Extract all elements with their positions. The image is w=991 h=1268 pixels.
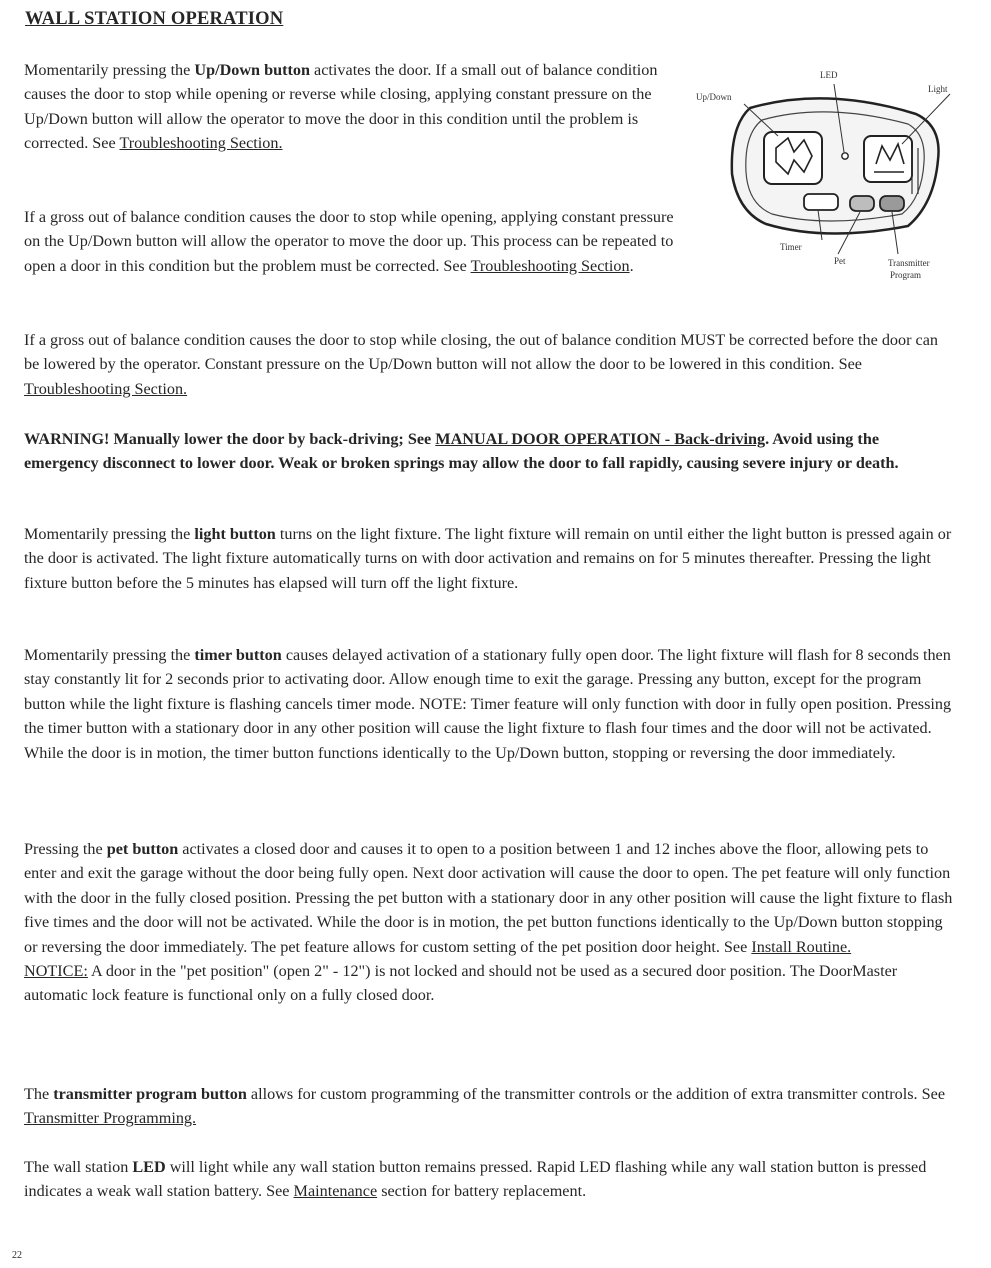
text: If a gross out of balance condition causes the door to stop while closing, the out of balance condition MUST be corrected before the door can be lowered by the operator. Constant pressure on the Up/Down button will not allow the door to be lowered in this condition. See: [24, 331, 939, 374]
text: .: [629, 256, 634, 275]
text: causes delayed activation of a stationary fully open door. The light fixture will flash for 8 seconds then stay constantly lit for 2 seconds prior to activating door. Allow enough time to exit the garage. Pressing any button, except for the program button while the light fixture is flashing cancels timer mode. NOTE: Timer feature will only function with door in fully open position. Pressing the timer button with a stationary door in any other position will cause the light fixture to flash four times and the door will not be activated. While the door is in motion, the timer button functions identically to the Up/Down button, stopping or reversing the door immediately.: [24, 646, 952, 762]
warning-text: WARNING! Manually lower the door by back-driving; See: [24, 430, 436, 448]
transmitter-program-term: transmitter program button: [53, 1085, 247, 1103]
paragraph-transmitter-program: [24, 1082, 954, 1131]
light-label: Light: [928, 84, 948, 94]
led-icon: [842, 153, 848, 159]
text: activates the door. If a small out of balance condition causes the door to stop while opening or reverse while closing, applying constant pressure on the Up/Down button will allow the operator to move the door in this condition until the problem is corrected. See: [24, 61, 658, 153]
paragraph-light-button: [24, 522, 954, 595]
paragraph-led: [24, 1155, 954, 1204]
transmitter-program-button-icon: [880, 196, 904, 211]
light-button-icon: [864, 136, 912, 182]
maintenance-link[interactable]: Maintenance: [293, 1182, 378, 1201]
text: If a gross out of balance condition causes the door to stop while opening, applying constant pressure on the Up/Down button will allow the operator to move the door up. This process can be repeated to open a door in this condition but the problem must be corrected. See: [24, 208, 674, 275]
pet-label: Pet: [834, 256, 846, 266]
install-routine-link[interactable]: Install Routine.: [751, 937, 852, 956]
paragraph-gross-closing: [24, 328, 952, 401]
light-button-term: light button: [194, 525, 276, 543]
text: section for battery replacement.: [377, 1182, 587, 1201]
text: activates a closed door and causes it to open to a position between 1 and 12 inches above the floor, allowing pets to enter and exit the garage without the door being fully open. Next door activation will cause the door to open. The pet feature will only function with the door in the fully closed position. Pressing the pet button with a stationary door in any other position will cause the light fixture to flash five times and the door will not be activated. While the door is in motion, the pet button functions identically to the Up/Down button stopping or reversing the door immediately. The pet feature allows for custom setting of the pet position door height. See: [24, 840, 953, 956]
troubleshooting-link[interactable]: Troubleshooting Section.: [119, 134, 283, 153]
paragraph-timer-button: [24, 643, 954, 765]
troubleshooting-link[interactable]: Troubleshooting Section.: [24, 379, 188, 398]
troubleshooting-link[interactable]: Troubleshooting Section: [470, 256, 630, 275]
text: Momentarily pressing the: [24, 525, 195, 543]
updown-label: Up/Down: [696, 92, 732, 102]
led-term: LED: [132, 1158, 166, 1176]
pet-button-term: pet button: [106, 840, 179, 858]
page-number: 22: [12, 1250, 22, 1261]
paragraph-gross-opening: [24, 205, 674, 278]
text: Pressing the: [24, 840, 107, 858]
text: Momentarily pressing the: [24, 646, 195, 664]
transmitter-programming-link[interactable]: Transmitter Programming.: [24, 1109, 197, 1128]
manual-door-operation-link[interactable]: MANUAL DOOR OPERATION - Back-driving: [435, 430, 766, 448]
notice-text: A door in the "pet position" (open 2" - 12") is not locked and should not be used as a secured door position. The DoorMaster automatic lock feature is functional only on a fully closed door.: [24, 962, 898, 1005]
warning-text: . Avoid using the emergency disconnect to lower door. Weak or broken springs may allow the door to fall rapidly, causing severe injury or death.: [24, 430, 899, 473]
text: will light while any wall station button remains pressed. Rapid LED flashing while any wall station button is pressed indicates a weak wall station battery. See: [24, 1158, 927, 1201]
paragraph-updown: [24, 58, 686, 156]
led-label: LED: [820, 70, 838, 80]
paragraph-pet-button: [24, 837, 954, 1008]
text: allows for custom programming of the transmitter controls or the addition of extra transmitter controls. See: [246, 1085, 946, 1103]
text: turns on the light fixture. The light fixture will remain on until either the light button is pressed again or the door is activated. The light fixture automatically turns on with door activation and remains on for 5 minutes thereafter. Pressing the light fixture button before the 5 minutes has elapsed will turn off the light fixture.: [24, 525, 952, 592]
timer-label: Timer: [780, 242, 802, 252]
transmitter-label-line2: Program: [890, 270, 921, 280]
pet-button-icon: [850, 196, 874, 211]
notice-label: NOTICE:: [24, 962, 88, 981]
timer-button-icon: [804, 194, 838, 210]
text: Momentarily pressing the: [24, 61, 195, 79]
transmitter-label-line1: Transmitter: [888, 258, 930, 268]
warning-paragraph: [24, 427, 954, 476]
updown-button-icon: [764, 132, 822, 184]
updown-button-term: Up/Down button: [194, 61, 310, 79]
text: The wall station: [24, 1158, 133, 1176]
wall-station-diagram: [676, 64, 972, 296]
timer-button-term: timer button: [194, 646, 282, 664]
text: The: [24, 1085, 54, 1103]
section-title: WALL STATION OPERATION: [25, 9, 284, 29]
